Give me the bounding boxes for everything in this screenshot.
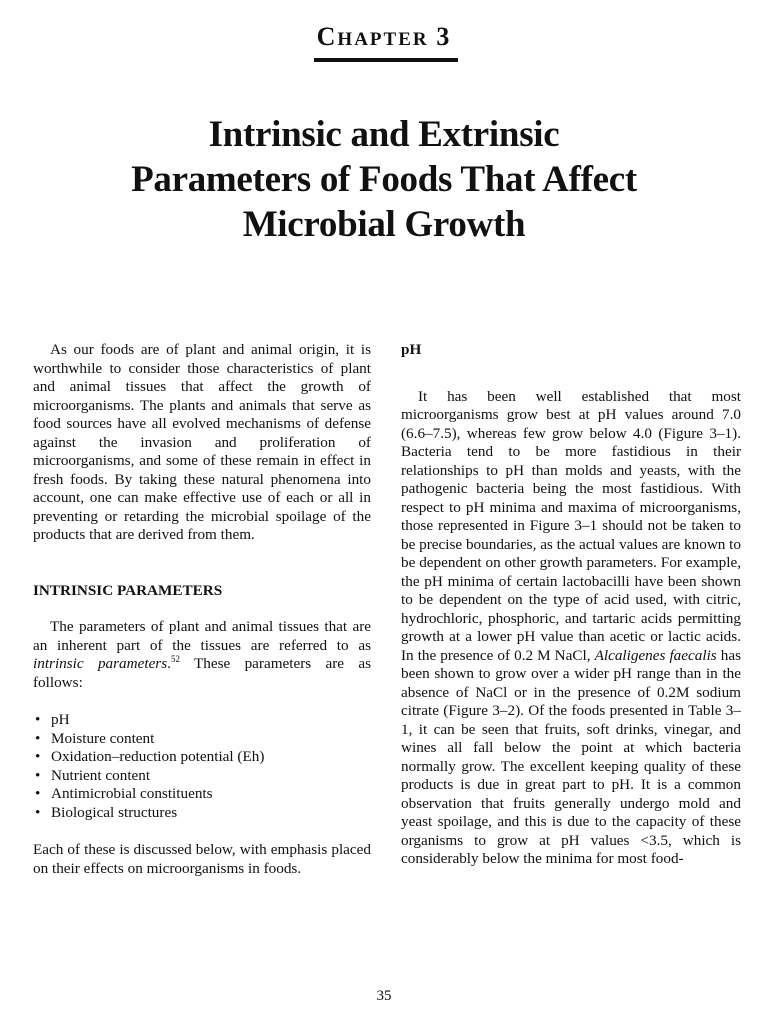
title-line-3: Microbial Growth [242,204,526,245]
chapter-label-rest: HAPTER [337,29,429,50]
chapter-number: 3 [436,22,452,51]
chapter-rule [314,58,458,62]
chapter-label-initial: C [316,22,338,51]
list-item: • pH [35,711,371,730]
intrinsic-definition-paragraph: The parameters of plant and animal tissues that are an inherent part of the tissues are referred to as intrinsic parameters.$^{52}$ These parameters are as follows: [33,618,372,691]
citation-ref: 52 [170,653,180,664]
page-number: 35 [376,988,392,1004]
ph-text-end: has been shown to grow over a wider pH range than in the absence of NaCl or in the presence of 0.2M sodium citrate (Figure 3–2). Of the foods presented in Table 3–1, it can be seen that fruits, soft drinks, vinegar, and wines all fall below the point at which bacteria normally grow. The excellent keeping quality of these products is due in great part to pH. It is a common observation that fruits generally undergo mold and yeast spoilage, and this is due to the capacity of these organisms to grow at pH values <3.5, which is considerably below the minima for most food- [401,646,742,867]
intrinsic-term: intrinsic parameters [33,655,168,672]
list-item: • Moisture content [35,730,371,749]
list-item: • Antimicrobial constituents [35,785,371,804]
right-column [401,341,741,869]
list-item: • Oxidation–reduction potential (Eh) [35,748,371,767]
intrinsic-text-start: The parameters of plant and animal tissues that are an inherent part of the tissues are referred to as [33,618,371,654]
ph-text-start: It has been well established that most microorganisms grow best at pH values around 7.0 (6.6–7.5), whereas few grow below 4.0 (Figure 3–1). Bacteria tend to be more fastidious in their relationships to pH than molds and yeasts, with the pathogenic bacteria being the most fastidious. With respect to pH minima and maxima of microorganisms, those represented in Figure 3–1 should not be taken to be precise boundaries, as the actual values are known to be dependent on other growth parameters. For example, the pH minima of certain lactobacilli have been shown to be dependent on the type of acid used, with citric, hydrochloric, phosphoric, and tartaric acids permitting growth at a lower pH value than acetic or lactic acids. In the presence of 0.2 M NaCl, [401,387,741,664]
ph-heading: pH [401,341,422,358]
title-line-2: Parameters of Foods That Affect [131,159,637,200]
page-title [40,112,728,247]
intrinsic-text-end: These parameters are as follows: [33,655,372,691]
intro-paragraph: As our foods are of plant and animal origin, it is worthwhile to consider those characteristics of plant and animal tissues that affect the growth of microorganisms. The plants and animals that serve as food sources have all evolved mechanisms of defense against the invasion and proliferation of microorganisms, and some of these remain in effect in fresh foods. By taking these natural phenomena into account, one can make effective use of each or all in preventing or retarding the microbial spoilage of the products that are derived from them. [33,341,371,543]
ph-paragraph [401,388,741,869]
chapter-label [0,22,768,52]
title-line-1: Intrinsic and Extrinsic [208,114,560,155]
list-item: • Nutrient content [35,767,371,786]
closing-paragraph: Each of these is discussed below, with emphasis placed on their effects on microorganisms in foods. [33,841,371,877]
list-item: • Biological structures [35,804,371,823]
left-column [33,341,371,878]
intrinsic-parameters-heading: INTRINSIC PARAMETERS [33,581,223,599]
parameter-list [33,711,371,822]
organism-name: Alcaligenes faecalis [594,646,717,664]
